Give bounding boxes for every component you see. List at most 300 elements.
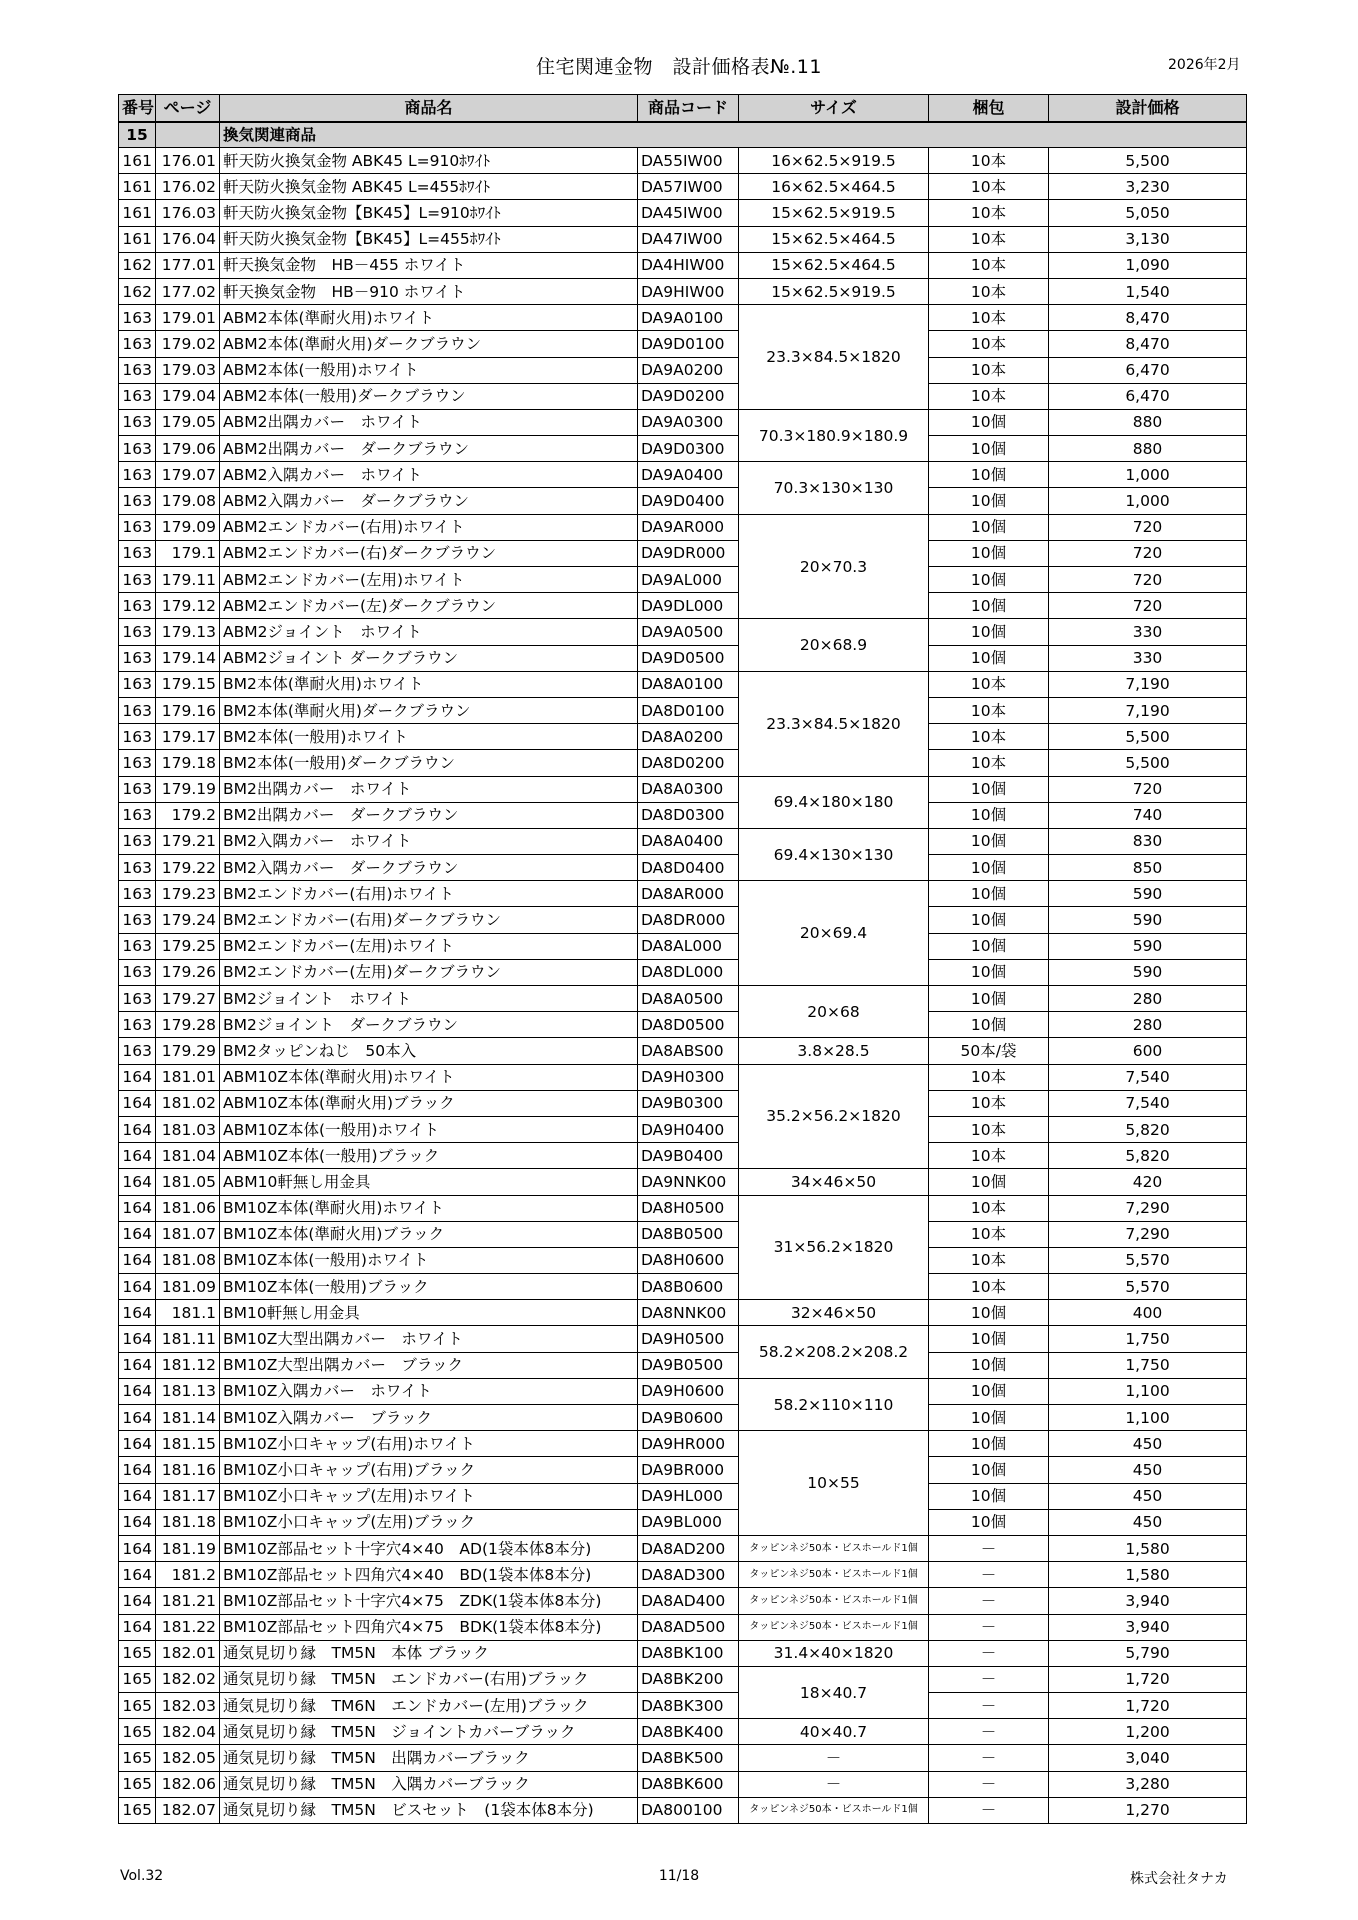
- design-price-cell: 1,540: [1049, 278, 1247, 304]
- row-page-cell: 179.18: [156, 750, 220, 776]
- design-price-cell: 330: [1049, 619, 1247, 645]
- row-page-cell: 181.07: [156, 1221, 220, 1247]
- design-price-cell: 7,540: [1049, 1090, 1247, 1116]
- design-price-cell: 8,470: [1049, 331, 1247, 357]
- table-row: [119, 1116, 1247, 1142]
- packaging-cell: 10本: [929, 1221, 1049, 1247]
- size-cell: 70.3×180.9×180.9: [739, 409, 929, 461]
- row-number-cell: 164: [119, 1143, 156, 1169]
- design-price-cell: 720: [1049, 776, 1247, 802]
- design-price-cell: 1,580: [1049, 1562, 1247, 1588]
- design-price-cell: 5,500: [1049, 750, 1247, 776]
- product-code-cell: DA9D0300: [638, 436, 739, 462]
- row-page-cell: 181.11: [156, 1326, 220, 1352]
- product-code-cell: DA9BL000: [638, 1509, 739, 1535]
- packaging-cell: 10本: [929, 1064, 1049, 1090]
- table-row: [119, 1693, 1247, 1719]
- design-price-cell: 450: [1049, 1457, 1247, 1483]
- row-number-cell: 165: [119, 1719, 156, 1745]
- packaging-cell: －: [929, 1588, 1049, 1614]
- row-number-cell: 164: [119, 1457, 156, 1483]
- design-price-cell: 5,820: [1049, 1116, 1247, 1142]
- product-code-cell: DA9D0400: [638, 488, 739, 514]
- row-number-cell: 164: [119, 1221, 156, 1247]
- product-name-cell: BM10Z部品セット四角穴4×75 BDK(1袋本体8本分): [220, 1614, 638, 1640]
- design-price-cell: 1,750: [1049, 1326, 1247, 1352]
- product-code-cell: DA9D0100: [638, 331, 739, 357]
- table-row: [119, 1300, 1247, 1326]
- size-cell: 23.3×84.5×1820: [739, 671, 929, 776]
- table-row: [119, 514, 1247, 540]
- product-name-cell: BM2出隅カバー ホワイト: [220, 776, 638, 802]
- product-code-cell: DA8AD400: [638, 1588, 739, 1614]
- product-code-cell: DA9AL000: [638, 567, 739, 593]
- product-name-cell: 軒天換気金物 HB－910 ホワイト: [220, 278, 638, 304]
- product-name-cell: ABM2入隅カバー ダークブラウン: [220, 488, 638, 514]
- table-row: [119, 986, 1247, 1012]
- row-page-cell: 181.08: [156, 1247, 220, 1273]
- row-page-cell: 177.01: [156, 252, 220, 278]
- product-code-cell: DA8BK300: [638, 1693, 739, 1719]
- product-name-cell: BM10Z本体(準耐火用)ホワイト: [220, 1195, 638, 1221]
- size-cell: タッピンネジ50本・ビスホールド1個: [739, 1797, 929, 1823]
- product-name-cell: ABM2出隅カバー ホワイト: [220, 409, 638, 435]
- product-name-cell: BM10Z本体(一般用)ホワイト: [220, 1247, 638, 1273]
- product-code-cell: DA45IW00: [638, 200, 739, 226]
- design-price-cell: 3,940: [1049, 1588, 1247, 1614]
- design-price-cell: 5,570: [1049, 1247, 1247, 1273]
- product-code-cell: DA8DR000: [638, 907, 739, 933]
- row-number-cell: 163: [119, 488, 156, 514]
- packaging-cell: 10本: [929, 305, 1049, 331]
- design-price-cell: 880: [1049, 409, 1247, 435]
- design-price-cell: 5,500: [1049, 724, 1247, 750]
- row-number-cell: 163: [119, 776, 156, 802]
- row-number-cell: 165: [119, 1797, 156, 1823]
- row-page-cell: 179.24: [156, 907, 220, 933]
- row-page-cell: 181.16: [156, 1457, 220, 1483]
- table-row: [119, 1588, 1247, 1614]
- design-price-cell: 1,720: [1049, 1693, 1247, 1719]
- table-row: [119, 1221, 1247, 1247]
- size-cell: 58.2×110×110: [739, 1378, 929, 1430]
- row-page-cell: 179.06: [156, 436, 220, 462]
- table-row: [119, 488, 1247, 514]
- design-price-cell: 590: [1049, 907, 1247, 933]
- packaging-cell: －: [929, 1562, 1049, 1588]
- row-number-cell: 164: [119, 1116, 156, 1142]
- packaging-cell: 10個: [929, 1378, 1049, 1404]
- design-price-cell: 6,470: [1049, 357, 1247, 383]
- product-name-cell: BM2本体(一般用)ダークブラウン: [220, 750, 638, 776]
- packaging-cell: 10個: [929, 959, 1049, 985]
- product-name-cell: BM10Z部品セット十字穴4×40 AD(1袋本体8本分): [220, 1535, 638, 1561]
- product-code-cell: DA9DL000: [638, 593, 739, 619]
- product-name-cell: ABM2エンドカバー(左用)ホワイト: [220, 567, 638, 593]
- row-page-cell: 176.02: [156, 174, 220, 200]
- row-number-cell: 164: [119, 1064, 156, 1090]
- table-row: [119, 1274, 1247, 1300]
- packaging-cell: 10本: [929, 750, 1049, 776]
- size-cell: タッピンネジ50本・ビスホールド1個: [739, 1614, 929, 1640]
- design-price-cell: 8,470: [1049, 305, 1247, 331]
- product-name-cell: BM2ジョイント ダークブラウン: [220, 1012, 638, 1038]
- design-price-cell: 720: [1049, 540, 1247, 566]
- table-row: [119, 1666, 1247, 1692]
- product-name-cell: BM10軒無し用金具: [220, 1300, 638, 1326]
- row-page-cell: 179.27: [156, 986, 220, 1012]
- table-row: [119, 671, 1247, 697]
- product-name-cell: BM10Z小口キャップ(左用)ブラック: [220, 1509, 638, 1535]
- row-page-cell: 181.21: [156, 1588, 220, 1614]
- packaging-cell: 10本: [929, 357, 1049, 383]
- product-name-cell: 通気見切り縁 TM5N ジョイントカバーブラック: [220, 1719, 638, 1745]
- size-cell: 10×55: [739, 1431, 929, 1536]
- product-code-cell: DA8B0500: [638, 1221, 739, 1247]
- table-row: [119, 1640, 1247, 1666]
- row-page-cell: 181.14: [156, 1405, 220, 1431]
- packaging-cell: －: [929, 1640, 1049, 1666]
- row-page-cell: 181.2: [156, 1562, 220, 1588]
- product-name-cell: ABM10Z本体(準耐火用)ホワイト: [220, 1064, 638, 1090]
- size-cell: 3.8×28.5: [739, 1038, 929, 1064]
- product-code-cell: DA9B0500: [638, 1352, 739, 1378]
- product-code-cell: DA47IW00: [638, 226, 739, 252]
- size-cell: 69.4×130×130: [739, 828, 929, 880]
- design-price-cell: 330: [1049, 645, 1247, 671]
- product-name-cell: 軒天防火換気金物 ABK45 L=910ﾎﾜｲﾄ: [220, 148, 638, 174]
- design-price-cell: 1,100: [1049, 1378, 1247, 1404]
- packaging-cell: 10個: [929, 1352, 1049, 1378]
- row-page-cell: 182.02: [156, 1666, 220, 1692]
- row-number-cell: 163: [119, 645, 156, 671]
- row-number-cell: 164: [119, 1562, 156, 1588]
- row-page-cell: 179.11: [156, 567, 220, 593]
- packaging-cell: 50本/袋: [929, 1038, 1049, 1064]
- row-page-cell: 179.09: [156, 514, 220, 540]
- size-cell: タッピンネジ50本・ビスホールド1個: [739, 1535, 929, 1561]
- row-number-cell: 163: [119, 540, 156, 566]
- design-price-cell: 1,200: [1049, 1719, 1247, 1745]
- row-page-cell: 181.09: [156, 1274, 220, 1300]
- row-number-cell: 164: [119, 1378, 156, 1404]
- product-name-cell: BM10Z小口キャップ(左用)ホワイト: [220, 1483, 638, 1509]
- section-label: 換気関連商品: [220, 122, 1247, 148]
- product-name-cell: ABM2エンドカバー(右)ダークブラウン: [220, 540, 638, 566]
- table-row: [119, 174, 1247, 200]
- packaging-cell: 10個: [929, 514, 1049, 540]
- packaging-cell: －: [929, 1719, 1049, 1745]
- table-row: [119, 619, 1247, 645]
- product-name-cell: BM2エンドカバー(右用)ダークブラウン: [220, 907, 638, 933]
- design-price-cell: 720: [1049, 593, 1247, 619]
- packaging-cell: 10個: [929, 1012, 1049, 1038]
- row-number-cell: 164: [119, 1405, 156, 1431]
- row-number-cell: 163: [119, 881, 156, 907]
- product-code-cell: DA8D0500: [638, 1012, 739, 1038]
- table-row: [119, 1169, 1247, 1195]
- row-number-cell: 164: [119, 1509, 156, 1535]
- design-price-cell: 5,790: [1049, 1640, 1247, 1666]
- row-number-cell: 163: [119, 1038, 156, 1064]
- design-price-cell: 7,540: [1049, 1064, 1247, 1090]
- product-code-cell: DA9HIW00: [638, 278, 739, 304]
- design-price-cell: 7,190: [1049, 697, 1247, 723]
- section-row: [119, 122, 1247, 148]
- product-name-cell: BM10Z入隅カバー ホワイト: [220, 1378, 638, 1404]
- product-name-cell: BM2本体(準耐火用)ダークブラウン: [220, 697, 638, 723]
- footer-page-number: 11/18: [658, 1868, 700, 1884]
- product-code-cell: DA9A0400: [638, 462, 739, 488]
- column-header-code: 商品コード: [638, 95, 739, 123]
- size-cell: 70.3×130×130: [739, 462, 929, 514]
- table-row: [119, 1405, 1247, 1431]
- row-page-cell: 181.02: [156, 1090, 220, 1116]
- row-page-cell: 179.23: [156, 881, 220, 907]
- design-price-cell: 450: [1049, 1483, 1247, 1509]
- product-code-cell: DA8AD200: [638, 1535, 739, 1561]
- product-code-cell: DA9D0500: [638, 645, 739, 671]
- packaging-cell: 10個: [929, 776, 1049, 802]
- row-page-cell: 179.13: [156, 619, 220, 645]
- size-cell: 20×68.9: [739, 619, 929, 671]
- product-name-cell: BM2入隅カバー ダークブラウン: [220, 855, 638, 881]
- row-page-cell: 182.04: [156, 1719, 220, 1745]
- table-row: [119, 1771, 1247, 1797]
- design-price-cell: 3,940: [1049, 1614, 1247, 1640]
- product-code-cell: DA9A0200: [638, 357, 739, 383]
- product-name-cell: ABM10軒無し用金具: [220, 1169, 638, 1195]
- product-name-cell: 軒天換気金物 HB－455 ホワイト: [220, 252, 638, 278]
- product-code-cell: DA9B0600: [638, 1405, 739, 1431]
- row-page-cell: 181.17: [156, 1483, 220, 1509]
- packaging-cell: 10個: [929, 986, 1049, 1012]
- row-number-cell: 163: [119, 331, 156, 357]
- size-cell: 34×46×50: [739, 1169, 929, 1195]
- row-number-cell: 163: [119, 828, 156, 854]
- product-code-cell: DA8D0200: [638, 750, 739, 776]
- size-cell: 15×62.5×464.5: [739, 226, 929, 252]
- product-code-cell: DA8A0300: [638, 776, 739, 802]
- table-row: [119, 1509, 1247, 1535]
- product-name-cell: BM10Z部品セット四角穴4×40 BD(1袋本体8本分): [220, 1562, 638, 1588]
- row-page-cell: 179.14: [156, 645, 220, 671]
- size-cell: 32×46×50: [739, 1300, 929, 1326]
- row-number-cell: 165: [119, 1693, 156, 1719]
- document-date: 2026年2月: [1168, 57, 1241, 73]
- product-name-cell: ABM2入隅カバー ホワイト: [220, 462, 638, 488]
- row-page-cell: 179.01: [156, 305, 220, 331]
- product-code-cell: DA8H0600: [638, 1247, 739, 1273]
- packaging-cell: 10本: [929, 697, 1049, 723]
- document-title: 住宅関連金物 設計価格表№.11: [536, 56, 822, 78]
- column-header-name: 商品名: [220, 95, 638, 123]
- table-row: [119, 1457, 1247, 1483]
- packaging-cell: 10個: [929, 462, 1049, 488]
- row-number-cell: 165: [119, 1771, 156, 1797]
- row-page-cell: 182.07: [156, 1797, 220, 1823]
- row-number-cell: 163: [119, 697, 156, 723]
- row-page-cell: 176.04: [156, 226, 220, 252]
- row-number-cell: 163: [119, 383, 156, 409]
- table-row: [119, 1247, 1247, 1273]
- row-number-cell: 164: [119, 1090, 156, 1116]
- packaging-cell: 10本: [929, 1143, 1049, 1169]
- product-name-cell: ABM2出隅カバー ダークブラウン: [220, 436, 638, 462]
- design-price-cell: 450: [1049, 1431, 1247, 1457]
- product-name-cell: BM10Z大型出隅カバー ブラック: [220, 1352, 638, 1378]
- packaging-cell: 10本: [929, 1247, 1049, 1273]
- table-row: [119, 252, 1247, 278]
- design-price-cell: 5,820: [1049, 1143, 1247, 1169]
- table-row: [119, 1719, 1247, 1745]
- product-code-cell: DA8H0500: [638, 1195, 739, 1221]
- packaging-cell: 10個: [929, 907, 1049, 933]
- table-row: [119, 1090, 1247, 1116]
- row-page-cell: 181.06: [156, 1195, 220, 1221]
- row-number-cell: 163: [119, 593, 156, 619]
- product-name-cell: ABM2エンドカバー(左)ダークブラウン: [220, 593, 638, 619]
- footer-volume: Vol.32: [120, 1868, 164, 1884]
- product-name-cell: ABM2本体(準耐火用)ホワイト: [220, 305, 638, 331]
- product-code-cell: DA8BK400: [638, 1719, 739, 1745]
- design-price-cell: 590: [1049, 881, 1247, 907]
- design-price-cell: 1,000: [1049, 462, 1247, 488]
- packaging-cell: 10本: [929, 331, 1049, 357]
- table-row: [119, 1614, 1247, 1640]
- packaging-cell: 10本: [929, 724, 1049, 750]
- packaging-cell: 10個: [929, 881, 1049, 907]
- design-price-cell: 3,040: [1049, 1745, 1247, 1771]
- product-name-cell: ABM10Z本体(準耐火用)ブラック: [220, 1090, 638, 1116]
- column-header-page: ページ: [156, 95, 220, 123]
- packaging-cell: 10個: [929, 855, 1049, 881]
- table-row: [119, 409, 1247, 435]
- packaging-cell: 10個: [929, 619, 1049, 645]
- design-price-cell: 5,500: [1049, 148, 1247, 174]
- packaging-cell: 10本: [929, 200, 1049, 226]
- table-row: [119, 1535, 1247, 1561]
- table-row: [119, 1012, 1247, 1038]
- size-cell: －: [739, 1745, 929, 1771]
- packaging-cell: 10個: [929, 802, 1049, 828]
- row-page-cell: 179.1: [156, 540, 220, 566]
- column-header-no: 番号: [119, 95, 156, 123]
- product-name-cell: BM2本体(準耐火用)ホワイト: [220, 671, 638, 697]
- size-cell: 20×69.4: [739, 881, 929, 986]
- table-row: [119, 776, 1247, 802]
- column-header-size: サイズ: [739, 95, 929, 123]
- table-row: [119, 1562, 1247, 1588]
- product-code-cell: DA9H0500: [638, 1326, 739, 1352]
- packaging-cell: －: [929, 1745, 1049, 1771]
- product-code-cell: DA8AD500: [638, 1614, 739, 1640]
- design-price-cell: 5,570: [1049, 1274, 1247, 1300]
- packaging-cell: －: [929, 1614, 1049, 1640]
- footer-company: 株式会社タナカ: [1130, 1871, 1228, 1887]
- table-row: [119, 462, 1247, 488]
- table-row: [119, 959, 1247, 985]
- table-row: [119, 1064, 1247, 1090]
- size-cell: 23.3×84.5×1820: [739, 305, 929, 410]
- table-row: [119, 1431, 1247, 1457]
- product-code-cell: DA8ABS00: [638, 1038, 739, 1064]
- row-number-cell: 164: [119, 1614, 156, 1640]
- design-price-cell: 400: [1049, 1300, 1247, 1326]
- product-name-cell: BM2入隅カバー ホワイト: [220, 828, 638, 854]
- product-code-cell: DA9D0200: [638, 383, 739, 409]
- product-name-cell: ABM2エンドカバー(右用)ホワイト: [220, 514, 638, 540]
- packaging-cell: 10個: [929, 828, 1049, 854]
- row-page-cell: 179.08: [156, 488, 220, 514]
- row-page-cell: 179.12: [156, 593, 220, 619]
- product-code-cell: DA9A0100: [638, 305, 739, 331]
- size-cell: 15×62.5×919.5: [739, 278, 929, 304]
- product-code-cell: DA9A0300: [638, 409, 739, 435]
- packaging-cell: 10本: [929, 278, 1049, 304]
- design-price-cell: 1,580: [1049, 1535, 1247, 1561]
- product-name-cell: BM10Z大型出隅カバー ホワイト: [220, 1326, 638, 1352]
- product-name-cell: ABM2ジョイント ダークブラウン: [220, 645, 638, 671]
- product-name-cell: BM2本体(一般用)ホワイト: [220, 724, 638, 750]
- row-number-cell: 163: [119, 933, 156, 959]
- row-page-cell: 179.2: [156, 802, 220, 828]
- table-row: [119, 1352, 1247, 1378]
- product-code-cell: DA9NNK00: [638, 1169, 739, 1195]
- column-header-price: 設計価格: [1049, 95, 1247, 123]
- product-name-cell: BM2エンドカバー(左用)ダークブラウン: [220, 959, 638, 985]
- product-name-cell: 通気見切り縁 TM5N 入隅カバーブラック: [220, 1771, 638, 1797]
- row-page-cell: 181.1: [156, 1300, 220, 1326]
- row-number-cell: 164: [119, 1352, 156, 1378]
- row-page-cell: 176.03: [156, 200, 220, 226]
- size-cell: 16×62.5×919.5: [739, 148, 929, 174]
- row-page-cell: 179.03: [156, 357, 220, 383]
- row-page-cell: 182.06: [156, 1771, 220, 1797]
- row-page-cell: 179.28: [156, 1012, 220, 1038]
- row-number-cell: 165: [119, 1640, 156, 1666]
- packaging-cell: 10本: [929, 1116, 1049, 1142]
- product-code-cell: DA8BK500: [638, 1745, 739, 1771]
- row-page-cell: 181.13: [156, 1378, 220, 1404]
- product-code-cell: DA4HIW00: [638, 252, 739, 278]
- table-row: [119, 200, 1247, 226]
- row-page-cell: 179.04: [156, 383, 220, 409]
- product-code-cell: DA8NNK00: [638, 1300, 739, 1326]
- row-page-cell: 177.02: [156, 278, 220, 304]
- product-name-cell: 軒天防火換気金物【BK45】L=910ﾎﾜｲﾄ: [220, 200, 638, 226]
- packaging-cell: 10個: [929, 1509, 1049, 1535]
- row-page-cell: 181.03: [156, 1116, 220, 1142]
- size-cell: 35.2×56.2×1820: [739, 1064, 929, 1169]
- design-price-cell: 3,230: [1049, 174, 1247, 200]
- row-page-cell: 181.15: [156, 1431, 220, 1457]
- row-number-cell: 163: [119, 959, 156, 985]
- row-number-cell: 163: [119, 724, 156, 750]
- packaging-cell: 10個: [929, 1431, 1049, 1457]
- column-header-pack: 梱包: [929, 95, 1049, 123]
- design-price-cell: 420: [1049, 1169, 1247, 1195]
- packaging-cell: 10本: [929, 1274, 1049, 1300]
- product-code-cell: DA8A0500: [638, 986, 739, 1012]
- design-price-cell: 7,190: [1049, 671, 1247, 697]
- row-page-cell: 179.26: [156, 959, 220, 985]
- row-number-cell: 163: [119, 619, 156, 645]
- row-page-cell: 179.29: [156, 1038, 220, 1064]
- table-row: [119, 331, 1247, 357]
- product-code-cell: DA9A0500: [638, 619, 739, 645]
- table-row: [119, 697, 1247, 723]
